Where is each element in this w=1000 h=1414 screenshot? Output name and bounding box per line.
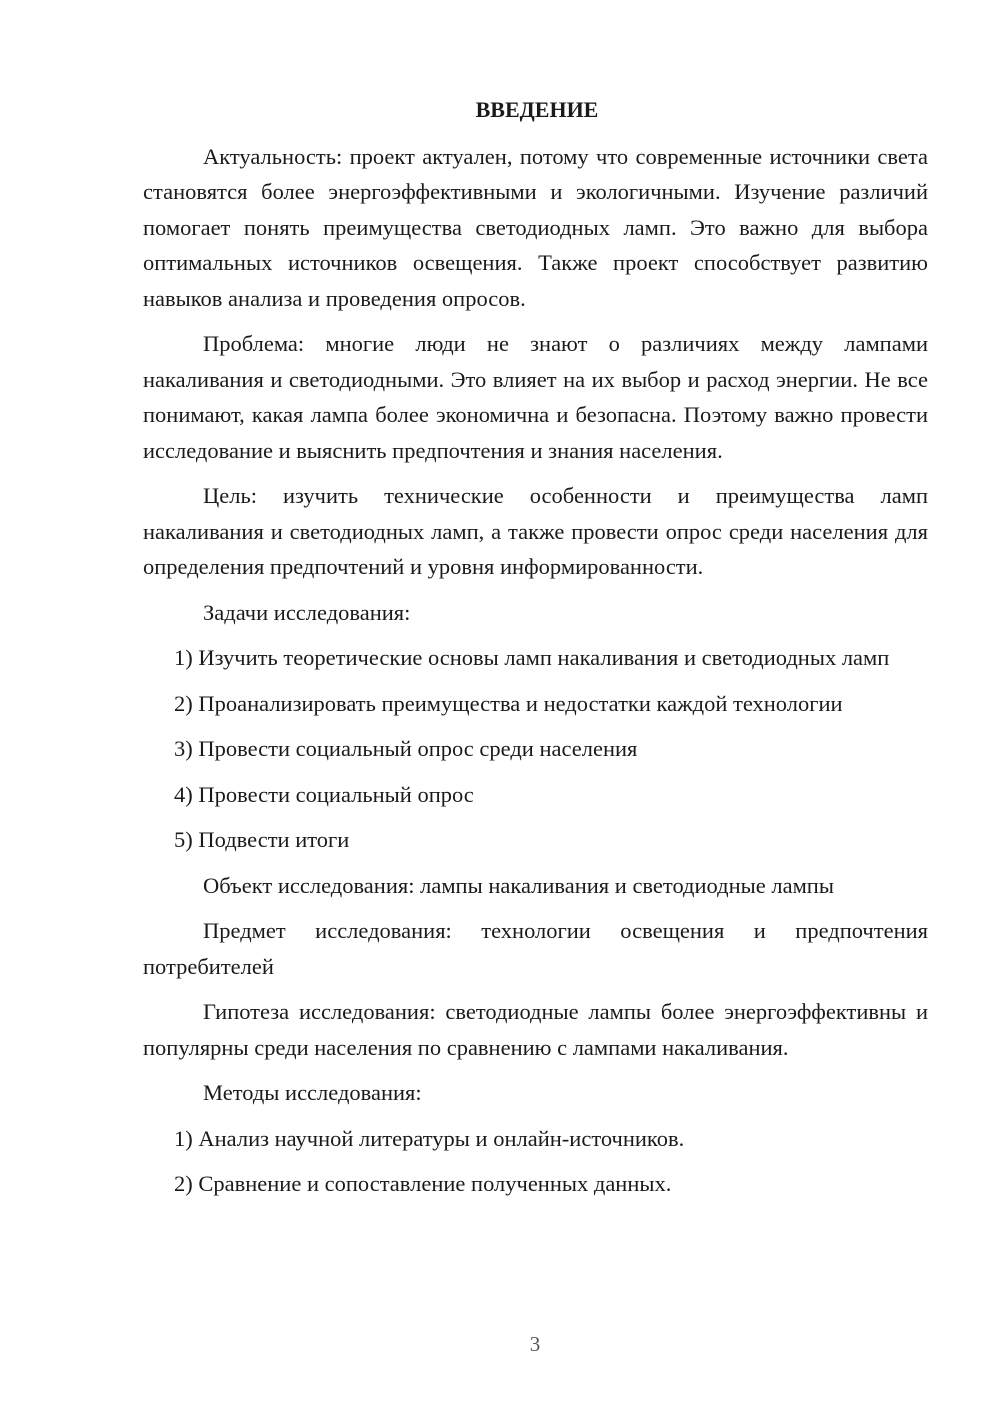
relevance-paragraph: Актуальность: проект актуален, потому что современные источники света становятся более энергоэффективными и экологичными. Изучение различий помогает понять преимущества светодиодных ламп. Это важно для выбора оптимальных источников освещения. Также проект способствует развитию навыков анализа и проведения опросов.: [143, 143, 928, 311]
goal-paragraph: Цель: изучить технические особенности и преимущества ламп накаливания и светодиодных ламп, а также провести опрос среди населения для определения предпочтений и уровня информированности.: [143, 483, 928, 579]
hypothesis-paragraph: Гипотеза исследования: светодиодные лампы более энергоэффективны и популярны среди населения по сравнению с лампами накаливания.: [143, 999, 928, 1060]
page-number: 3: [529, 1332, 541, 1356]
list-item: 1) Анализ научной литературы и онлайн-источников.: [174, 1125, 685, 1151]
list-item: 2) Проанализировать преимущества и недостатки каждой технологии: [174, 690, 843, 716]
document-page: [143, 92, 928, 1212]
list-item: 1) Изучить теоретические основы ламп накаливания и светодиодных ламп: [174, 645, 890, 670]
page-title: ВВЕДЕНИЕ: [475, 97, 599, 122]
list-item: 2) Сравнение и сопоставление полученных данных.: [174, 1171, 672, 1196]
list-item: 5) Подвести итоги: [174, 827, 350, 852]
list-item: 4) Провести социальный опрос: [174, 781, 474, 807]
problem-paragraph: Проблема: многие люди не знают о различиях между лампами накаливания и светодиодными. Это влияет на их выбор и расход энергии. Не все понимают, какая лампа более экономична и безопасна. Поэтому важно провести исследование и выяснить предпочтения и знания населения.: [143, 331, 928, 463]
methods-heading: Методы исследования:: [203, 1080, 422, 1105]
tasks-heading: Задачи исследования:: [203, 599, 411, 625]
subject-paragraph: Предмет исследования: технологии освещения и предпочтения потребителей: [143, 918, 928, 979]
object-paragraph: Объект исследования: лампы накаливания и светодиодные лампы: [203, 872, 834, 898]
list-item: 3) Провести социальный опрос среди населения: [174, 736, 638, 761]
